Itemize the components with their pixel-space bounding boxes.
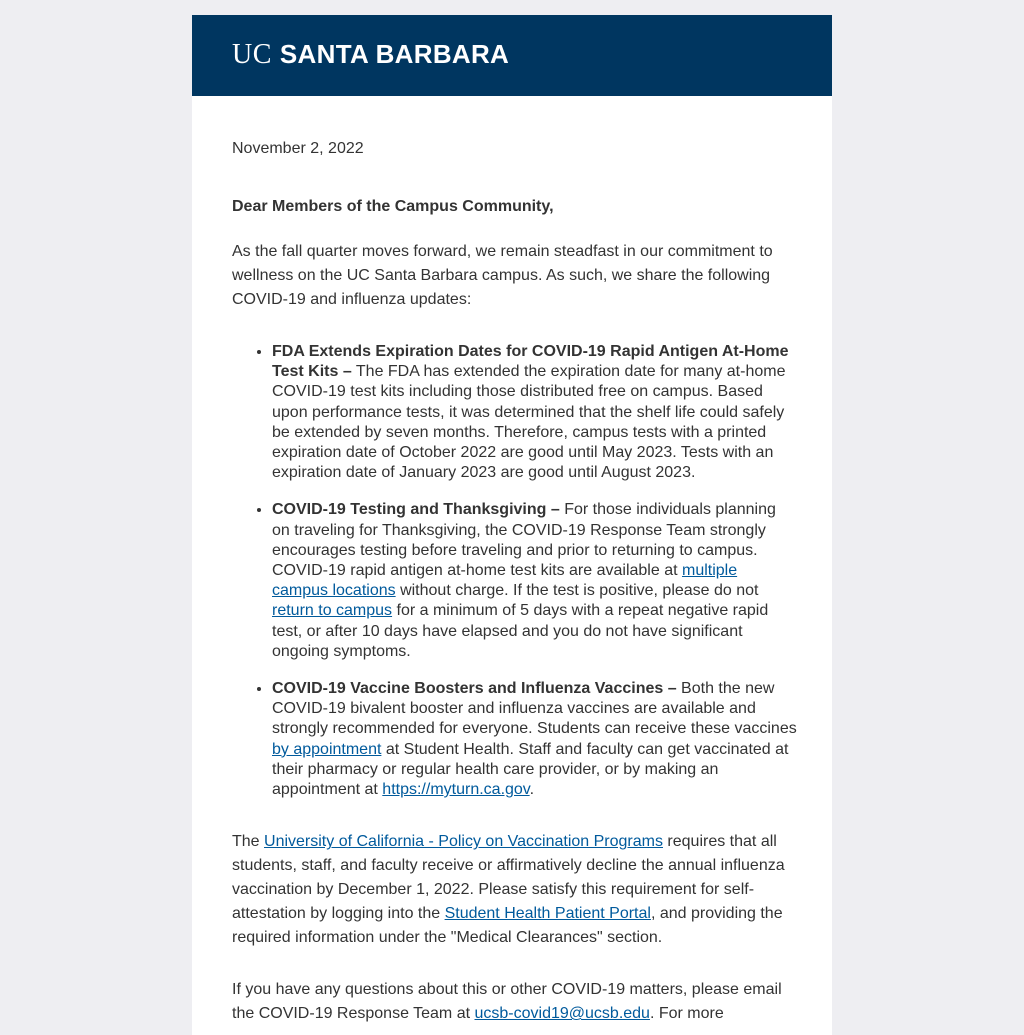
list-item-fda (272, 342, 797, 483)
by-appointment-link[interactable]: by appointment (272, 740, 382, 758)
salutation: Dear Members of the Campus Community, (232, 198, 554, 215)
message-date: November 2, 2022 (232, 140, 364, 157)
logo-uc: UC (232, 39, 272, 70)
header-banner (192, 15, 832, 96)
patient-portal-link[interactable]: Student Health Patient Portal (444, 905, 651, 923)
questions-paragraph (232, 978, 797, 1026)
policy-text: The (232, 833, 265, 851)
item-text: at Student Health. Staff and faculty can get vaccinated at their pharmacy or regular health care provider, or by making an appointment at (272, 740, 789, 799)
list-item-vaccines (272, 679, 797, 800)
item-title: COVID-19 Testing and Thanksgiving – (272, 501, 560, 519)
myturn-link[interactable]: https://myturn.ca.gov (382, 781, 530, 799)
list-item-thanksgiving (272, 500, 797, 662)
policy-text: requires that all students, staff, and faculty receive or affirmatively decline the annual influenza vaccination by December 1, 2022. Please satisfy this requirement for self-attestation by logging into the (232, 833, 785, 923)
item-text: For those individuals planning on traveling for Thanksgiving, the COVID-19 Response Team strongly encourages testing before traveling and prior to returning to campus. COVID-19 rapid antigen at-home test kits are available at (272, 501, 776, 580)
item-text: Both the new COVID-19 bivalent booster and influenza vaccines are available and strongly recommended for everyone. Students can receive these vaccines (272, 680, 797, 738)
intro-paragraph: As the fall quarter moves forward, we remain steadfast in our commitment to wellness on the UC Santa Barbara campus. As such, we share the following COVID-19 and influenza updates: (232, 243, 773, 308)
item-text: without charge. If the test is positive, please do not (395, 582, 759, 600)
updates-list (232, 342, 797, 800)
vaccination-policy-link[interactable]: University of California - Policy on Vaccination Programs (264, 833, 663, 851)
message-content (232, 139, 797, 1026)
ucsb-logo[interactable] (232, 41, 509, 69)
response-team-email-link[interactable]: ucsb-covid19@ucsb.edu (474, 1005, 650, 1023)
policy-text: , and providing the required information under the "Medical Clearances" section. (232, 905, 783, 947)
policy-paragraph (232, 830, 797, 950)
return-to-campus-link[interactable]: return to campus (272, 602, 393, 620)
email-body (192, 15, 832, 1035)
questions-text: . For more (649, 1005, 724, 1023)
item-title: FDA Extends Expiration Dates for COVID-19 Rapid Antigen At-Home Test Kits – (272, 343, 789, 381)
item-text: The FDA has extended the expiration date for many at-home COVID-19 test kits including those distributed free on campus. Based upon performance tests, it was determined that the shelf life could safely be extended by seven months. Therefore, campus tests with a printed expiration date of October 2022 are good until May 2023. Tests with an expiration date of January 2023 are good until August 2023. (272, 363, 786, 482)
logo-name: SANTA BARBARA (279, 39, 510, 69)
item-title: COVID-19 Vaccine Boosters and Influenza Vaccines – (272, 680, 677, 698)
multiple-campus-locations-link[interactable]: multiple campus locations (272, 562, 738, 600)
questions-text: If you have any questions about this or other COVID-19 matters, please email the COVID-19 Response Team at (232, 981, 782, 1023)
item-text: . (529, 781, 535, 799)
item-text: for a minimum of 5 days with a repeat negative rapid test, or after 10 days have elapsed and you do not have significant ongoing symptoms. (272, 602, 769, 660)
